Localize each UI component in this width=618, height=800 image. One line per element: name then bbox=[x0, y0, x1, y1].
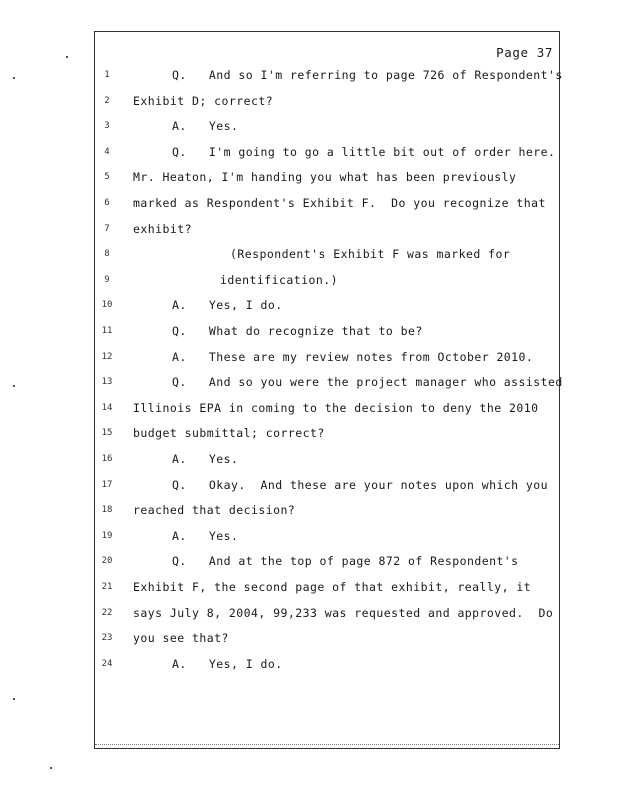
line-number: 15 bbox=[101, 428, 113, 439]
line-number: 7 bbox=[104, 223, 110, 234]
transcript-line bbox=[95, 94, 561, 114]
transcript-line bbox=[95, 273, 561, 293]
line-text: A. These are my review notes from October 2010. bbox=[172, 349, 534, 364]
scan-speck bbox=[13, 698, 15, 700]
transcript-line bbox=[95, 606, 561, 626]
line-number: 23 bbox=[101, 633, 113, 644]
scan-speck bbox=[13, 77, 15, 79]
transcript-line bbox=[95, 119, 561, 139]
line-text: Exhibit F, the second page of that exhibit, really, it bbox=[133, 580, 532, 594]
line-text: A. Yes, I do. bbox=[172, 298, 283, 313]
line-text: A. Yes. bbox=[172, 528, 239, 543]
line-text: Mr. Heaton, I'm handing you what has been previously bbox=[133, 170, 517, 185]
transcript-line bbox=[95, 426, 561, 446]
line-number: 8 bbox=[104, 249, 110, 260]
transcript-line bbox=[95, 529, 561, 549]
line-text: Exhibit D; correct? bbox=[133, 93, 274, 108]
line-text: Q. And at the top of page 872 of Respondent's bbox=[172, 554, 519, 569]
line-text: reached that decision? bbox=[133, 503, 296, 518]
transcript-line bbox=[95, 375, 561, 395]
line-text: Illinois EPA in coming to the decision to deny the 2010 bbox=[133, 400, 539, 415]
line-number: 22 bbox=[101, 607, 113, 618]
line-number: 5 bbox=[104, 172, 110, 183]
transcript-line bbox=[95, 554, 561, 574]
line-text: budget submittal; correct? bbox=[133, 426, 325, 441]
transcript-line bbox=[95, 478, 561, 498]
line-text: A. Yes. bbox=[172, 119, 239, 134]
transcript-line bbox=[95, 631, 561, 651]
line-text: Q. And so you were the project manager who assisted bbox=[172, 375, 563, 390]
line-text: (Respondent's Exhibit F was marked for bbox=[230, 247, 511, 262]
page-number: Page 37 bbox=[496, 45, 553, 60]
line-text: identification.) bbox=[220, 272, 338, 287]
line-number: 24 bbox=[101, 658, 113, 669]
line-text: exhibit? bbox=[133, 221, 192, 236]
line-number: 20 bbox=[101, 556, 113, 567]
transcript-line bbox=[95, 657, 561, 677]
line-text: Q. Okay. And these are your notes upon which you bbox=[172, 477, 549, 492]
transcript-line bbox=[95, 580, 561, 600]
line-text: you see that? bbox=[133, 631, 229, 646]
line-number: 4 bbox=[104, 146, 110, 157]
line-number: 18 bbox=[101, 505, 113, 516]
transcript-line bbox=[95, 298, 561, 318]
transcript-line bbox=[95, 196, 561, 216]
line-number: 19 bbox=[101, 530, 113, 541]
line-text: A. Yes. bbox=[172, 452, 239, 466]
line-text: Q. What do recognize that to be? bbox=[172, 324, 423, 338]
line-text: A. Yes, I do. bbox=[172, 656, 283, 671]
line-text: Q. And so I'm referring to page 726 of Respondent's bbox=[172, 68, 563, 82]
line-number: 10 bbox=[101, 300, 113, 311]
line-text: marked as Respondent's Exhibit F. Do you recognize that bbox=[133, 196, 546, 210]
scan-speck bbox=[50, 767, 52, 769]
transcript-line bbox=[95, 452, 561, 472]
line-text: says July 8, 2004, 99,233 was requested and approved. Do bbox=[133, 605, 554, 620]
scan-speck bbox=[13, 385, 15, 387]
transcript-line bbox=[95, 222, 561, 242]
line-text: Q. I'm going to go a little bit out of order here. bbox=[172, 144, 556, 159]
transcript-page bbox=[94, 31, 563, 749]
line-number: 6 bbox=[104, 198, 110, 208]
line-number: 14 bbox=[101, 402, 113, 413]
transcript-line bbox=[95, 145, 561, 165]
line-number: 11 bbox=[101, 326, 113, 336]
line-number: 17 bbox=[101, 479, 113, 490]
transcript-line bbox=[95, 503, 561, 523]
line-number: 13 bbox=[101, 377, 113, 388]
transcript-line bbox=[95, 401, 561, 421]
line-number: 2 bbox=[104, 95, 110, 106]
transcript-line bbox=[95, 324, 561, 344]
line-number: 3 bbox=[104, 121, 110, 132]
line-number: 1 bbox=[104, 70, 110, 80]
line-number: 16 bbox=[101, 454, 113, 464]
transcript-line bbox=[95, 350, 561, 370]
line-number: 12 bbox=[101, 351, 113, 362]
transcript-line bbox=[95, 68, 561, 88]
transcript-line bbox=[95, 247, 561, 267]
transcript-line bbox=[95, 170, 561, 190]
line-number: 9 bbox=[104, 274, 110, 285]
line-number: 21 bbox=[101, 582, 113, 592]
scan-speck bbox=[66, 56, 68, 58]
